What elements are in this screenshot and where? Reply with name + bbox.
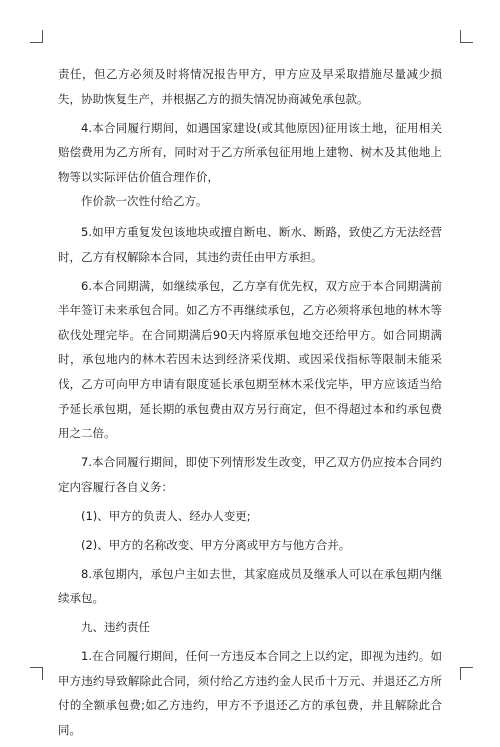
crop-mark-top-right: [460, 30, 473, 43]
paragraph-clause-7: 7.本合同履行期间，即使下列情形发生改变，甲乙双方仍应按本合同约定内容履行各自义务：: [58, 455, 442, 494]
crop-mark-top-left: [30, 30, 43, 43]
paragraph-clause-4-continued: 作价款一次性付给乙方。: [81, 194, 208, 209]
crop-mark-bottom-right: [460, 667, 473, 680]
paragraph-clause-7-item-2: (2)、甲方的名称改变、甲方分离或甲方与他方合并。: [81, 537, 351, 552]
paragraph-clause-7-item-1: (1)、甲方的负责人、经办人变更;: [81, 508, 251, 523]
paragraph-breach-clause-1: 1.在合同履行期间，任何一方违反本合同之上以约定，即视为违约。如甲方违约导致解除此合同，须付给乙方违约金人民币十万元、并退还乙方所付的全额承包费;如乙方违约，甲方不予退还乙方的承包费，并且解除此合同。: [58, 649, 442, 737]
paragraph-clause-8: 8.承包期内，承包户主如去世，其家庭成员及继承人可以在承包期内继续承包。: [58, 566, 442, 606]
paragraph-clause-5: 5.如甲方重复发包该地块或擅自断电、断水、断路，致使乙方无法经营时，乙方有权解除本合同，其违约责任由甲方承担。: [58, 224, 442, 264]
document-body: [58, 62, 442, 747]
paragraph-clause-6: 6.本合同期满，如继续承包，乙方享有优先权，双方应于本合同期满前半年签订未来承包合同。如乙方不再继续承包，乙方必须将承包地的林木等砍伐处理完毕。在合同期满后90天内将原承包地交还给甲方。如合同期满时，承包地内的林木若因未达到经济采伐期、或因采伐指标等限制未能采伐，乙方可向甲方申请有限度延长承包期至林木采伐完毕，甲方应该适当给予延长承包期，延长期的承包费由双方另行商定，但不得超过本和约承包费用之二倍。: [58, 278, 442, 441]
section-heading-breach-liability: 九、违约责任: [81, 620, 150, 635]
paragraph-clause-4: 4.本合同履行期间，如遇国家建设(或其他原因)征用该土地，征用相关赔偿费用为乙方所有，同时对于乙方所承包征用地上建物、树木及其他地上物等以实际评估价值合理作价，: [58, 120, 442, 184]
paragraph-liability-continued: 责任，但乙方必须及时将情况报告甲方，甲方应及早采取措施尽量减少损失，协助恢复生产，并根据乙方的损失情况协商减免承包款。: [58, 67, 442, 106]
crop-mark-bottom-left: [30, 667, 43, 680]
